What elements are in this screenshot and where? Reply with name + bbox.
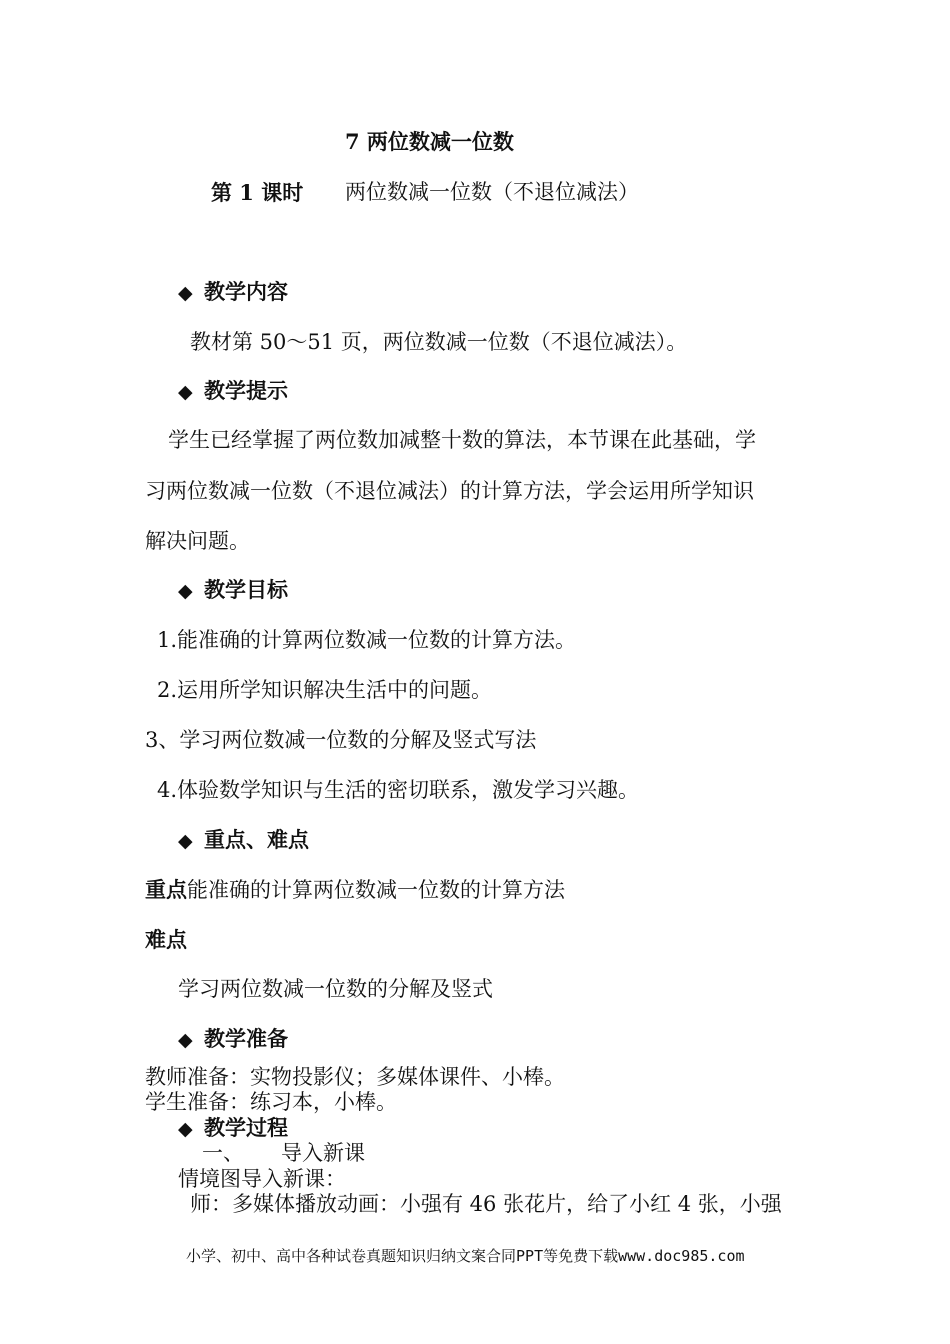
section-heading-key: ◆ 重点、难点	[178, 827, 309, 852]
tips-line-1: 学生已经掌握了两位数加减整十数的算法，本节课在此基础，学	[168, 428, 756, 452]
prep-student: 学生准备：练习本，小棒。	[145, 1090, 397, 1114]
section-heading-prep: ◆ 教学准备	[178, 1026, 288, 1051]
tips-line-2: 习两位数减一位数（不退位减法）的计算方法，学会运用所学知识	[145, 479, 754, 503]
diamond-bullet-icon: ◆	[178, 1118, 193, 1140]
content-text: 教材第 50～51 页，两位数减一位数（不退位减法）。	[190, 330, 688, 354]
hard-text: 学习两位数减一位数的分解及竖式	[178, 977, 493, 1001]
key-text: 能准确的计算两位数减一位数的计算方法	[187, 878, 565, 902]
goal-item-2: 2.运用所学知识解决生活中的问题。	[157, 678, 493, 702]
process-teacher-line: 师：多媒体播放动画：小强有 46 张花片，给了小红 4 张，小强	[190, 1192, 782, 1216]
section-heading-goals: ◆ 教学目标	[178, 577, 288, 602]
lesson-number: 第 1 课时	[211, 180, 304, 205]
process-step-name: 导入新课	[281, 1141, 365, 1165]
section-heading-process: ◆ 教学过程	[178, 1115, 288, 1140]
diamond-bullet-icon: ◆	[178, 1029, 193, 1051]
key-point	[145, 879, 565, 901]
process-intro: 情境图导入新课：	[178, 1167, 346, 1191]
tips-line-3: 解决问题。	[145, 529, 250, 553]
diamond-bullet-icon: ◆	[178, 580, 193, 602]
key-label: 重点	[145, 877, 187, 902]
diamond-bullet-icon: ◆	[178, 282, 193, 304]
goal-item-3: 3、学习两位数减一位数的分解及竖式写法	[145, 728, 537, 752]
goal-item-1: 1.能准确的计算两位数减一位数的计算方法。	[157, 628, 577, 652]
prep-teacher: 教师准备：实物投影仪；多媒体课件、小棒。	[145, 1065, 565, 1089]
goal-item-4: 4.体验数学知识与生活的密切联系，激发学习兴趣。	[157, 778, 640, 802]
diamond-bullet-icon: ◆	[178, 381, 193, 403]
process-step-number: 一、	[202, 1141, 244, 1165]
section-heading-content: ◆ 教学内容	[178, 279, 288, 304]
hard-label: 难点	[145, 927, 187, 952]
lesson-name: 两位数减一位数（不退位减法）	[345, 180, 639, 204]
section-heading-tips: ◆ 教学提示	[178, 378, 288, 403]
diamond-bullet-icon: ◆	[178, 830, 193, 852]
document-title: 7 两位数减一位数	[345, 129, 514, 154]
page-footer: 小学、初中、高中各种试卷真题知识归纳文案合同PPT等免费下载www.doc985.com	[186, 1247, 745, 1265]
